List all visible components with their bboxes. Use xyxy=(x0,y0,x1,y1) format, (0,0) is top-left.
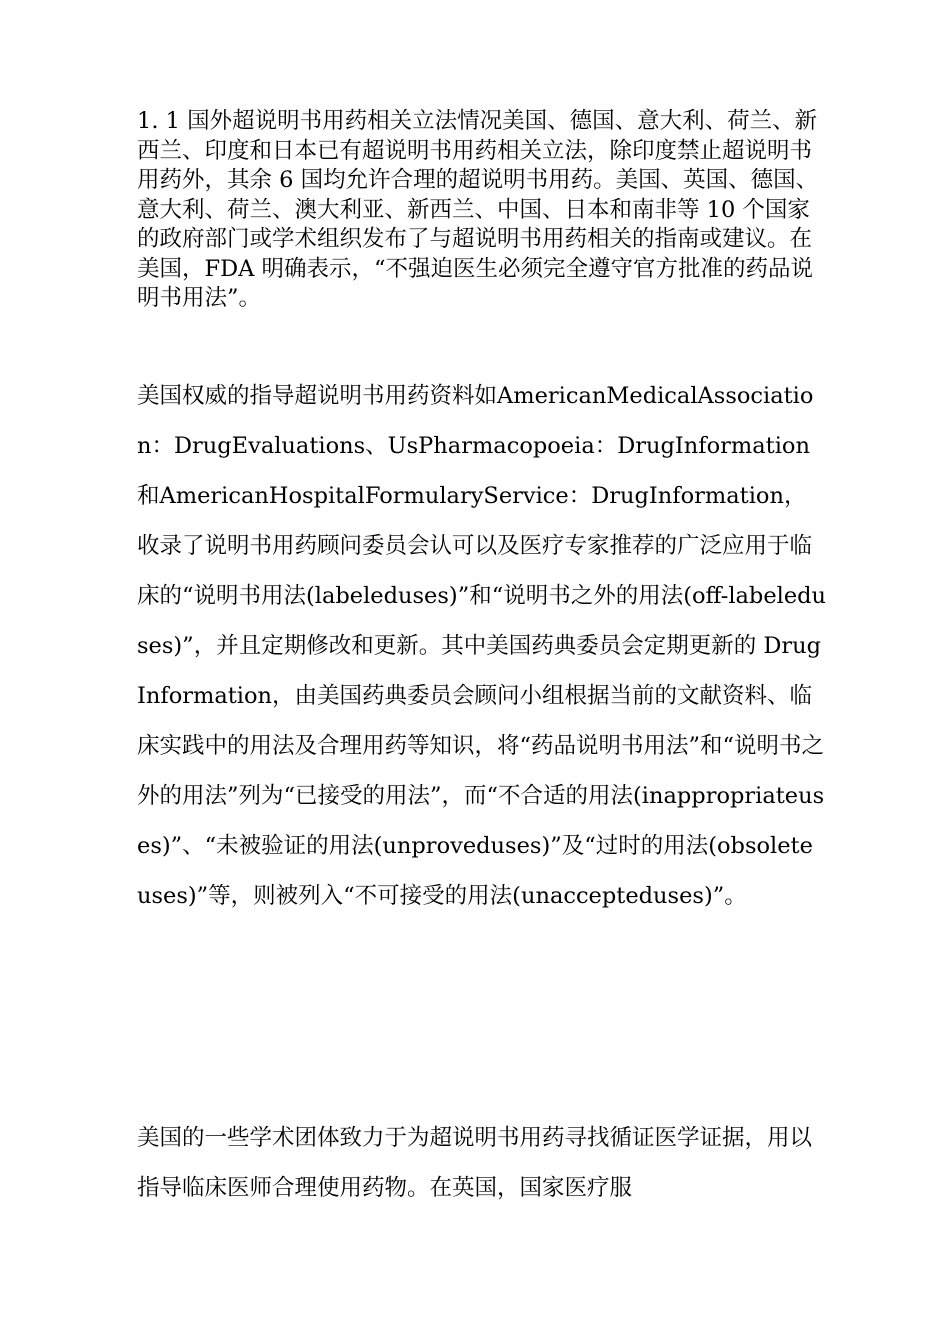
paragraph-academic-groups: 美国的一些学术团体致力于为超说明书用药寻找循证医学证据，用以指导临床医师合理使用药物。在英国，国家医疗服 xyxy=(137,1125,813,1201)
paragraph-us-references: 美国权威的指导超说明书用药资料如AmericanMedicalAssociation：DrugEvaluations、UsPharmacopoeia：DrugInformation 和AmericanHospitalFormularyService：DrugInformation，收录了说明书用药顾问委员会认可以及医疗专家推荐的广泛应用于临床的“说明书用法(labeleduses)”和“说明书之外的用法(off-labeleduses)”，并且定期修改和更新。其中美国药典委员会定期更新的 DrugInformation，由美国药典委员会顾问小组根据当前的文献资料、临床实践中的用法及合理用药等知识，将“药品说明书用法”和“说明书之外的用法”列为“已接受的用法”，而“不合适的用法(inappropriateuses)”、“未被验证的用法(unproveduses)”及“过时的用法(obsoleteuses)”等，则被列入“不可接受的用法(unaccepteduses)”。 xyxy=(137,383,827,909)
paragraph-legislation-overview: 1. 1 国外超说明书用药相关立法情况美国、德国、意大利、荷兰、新西兰、印度和日本已有超说明书用药相关立法，除印度禁止超说明书用药外，其余 6 国均允许合理的超说明书用药。美国、英国、德国、意大利、荷兰、澳大利亚、新西兰、中国、日本和南非等 10 个国家的政府部门或学术组织发布了与超说明书用药相关的指南或建议。在美国，FDA 明确表示，“不强迫医生必须完全遵守官方批准的药品说明书用法”。 xyxy=(137,108,819,311)
